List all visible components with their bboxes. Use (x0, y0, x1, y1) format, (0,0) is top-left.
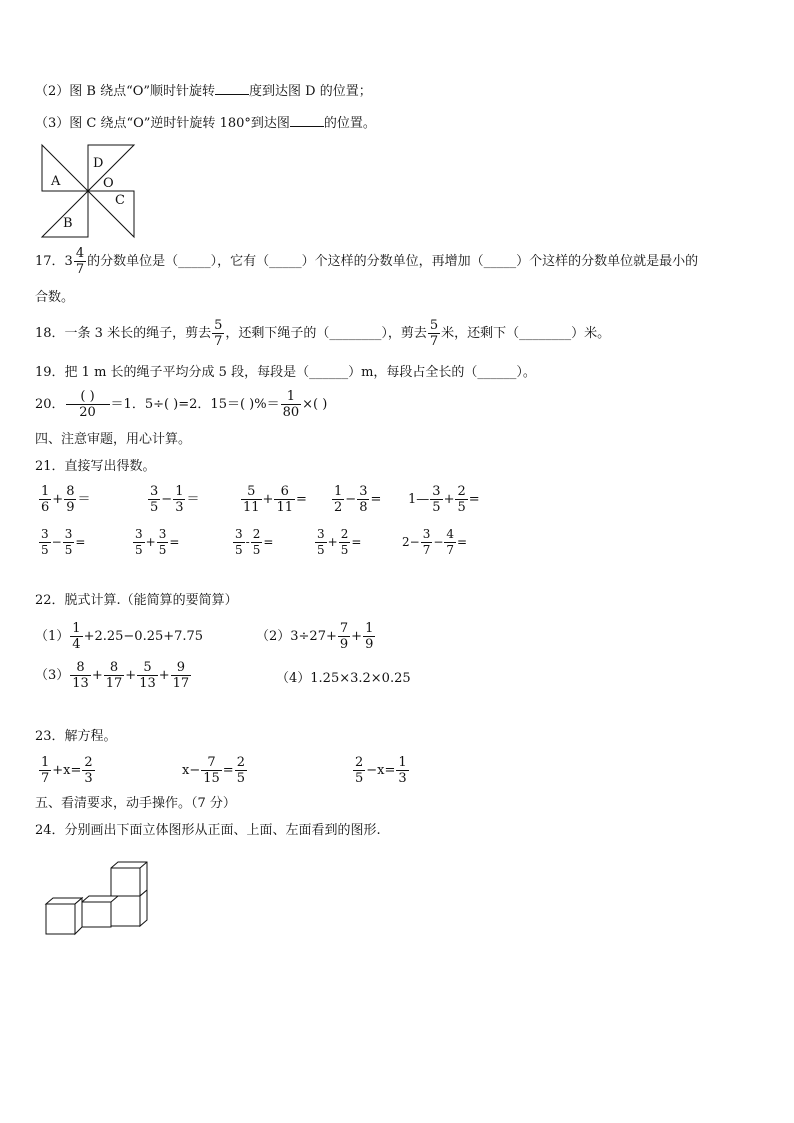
q21-item: 2− $\frac{3}{7}$ − $\frac{4}{7}$ = (402, 527, 468, 557)
q18: 18．一条 3 米长的绳子，剪去 $\frac{5}{7}$ ，还剩下绳子的（________），剪去 $\frac{5}{7}$ 米，还剩下（________）米。 (35, 318, 611, 349)
q22-title: 22．脱式计算.（能简算的要简算） (35, 593, 238, 608)
q21-item: $\frac{3}{5}$ − $\frac{1}{3}$ ＝ (150, 484, 200, 515)
q20: 20． $\frac{( )}{20}$ ＝1．5÷( )=2．15＝( )%＝ $\frac{1}{80}$ ×( ) (35, 389, 328, 420)
q22-part1: （1） $\frac{1}{4}$ +2.25−0.25+7.75 (35, 621, 204, 652)
cube-figure (40, 860, 155, 940)
fraction: $\frac{1}{80}$ (282, 389, 300, 420)
fraction: $\frac{5}{7}$ (214, 318, 223, 349)
rotation-figure (40, 143, 136, 239)
q23-title: 23．解方程。 (35, 729, 117, 744)
q21-item: $\frac{3}{5}$ + $\frac{3}{5}$ = (135, 527, 180, 557)
q23-eq2: x− $\frac{7}{15}$ = $\frac{2}{5}$ (182, 755, 245, 786)
fraction: $\frac{( )}{20}$ (66, 389, 110, 420)
q19: 19．把 1 m 长的绳子平均分成 5 段，每段是（______）m，每段占全长的（______）。 (35, 365, 536, 380)
q21-item: $\frac{3}{5}$ - $\frac{2}{5}$ = (235, 527, 274, 557)
q21-item: 1— $\frac{3}{5}$ + $\frac{2}{5}$ = (408, 484, 480, 515)
answer-blank[interactable] (215, 82, 249, 95)
q17-line1: 17．3 $\frac{4}{7}$ 的分数单位是（_____），它有（_____）个这样的分数单位，再增加（_____）个这样的分数单位就是最小的 (35, 246, 699, 277)
q23-eq1: $\frac{1}{7}$ +x= $\frac{2}{3}$ (41, 755, 93, 786)
q21-item: $\frac{3}{5}$ + $\frac{2}{5}$ = (317, 527, 362, 557)
q21-item: $\frac{5}{11}$ + $\frac{6}{11}$ = (243, 484, 307, 515)
section-four-heading: 四、注意审题，用心计算。 (35, 432, 192, 447)
q22-part3: （3） $\frac{8}{13}$ + $\frac{8}{17}$ + $\frac{5}{13}$ + $\frac{9}{17}$ (35, 660, 190, 691)
label-c: C (115, 193, 125, 208)
section-five-heading: 五、看清要求，动手操作。（7 分） (35, 796, 236, 811)
q16-part3: （3）图 C 绕点“O”逆时针旋转 180°到达图 的位置。 (35, 116, 376, 131)
q22-part2: （2）3÷27+ $\frac{7}{9}$ + $\frac{1}{9}$ (256, 621, 374, 652)
q22-part4: （4）1.25×3.2×0.25 (276, 671, 411, 686)
q16-part2: （2）图 B 绕点“O”顺时针旋转 度到达图 D 的位置； (35, 84, 372, 99)
fraction: $\frac{4}{7}$ (75, 246, 85, 277)
fraction: $\frac{5}{7}$ (429, 318, 439, 349)
q24-title: 24．分别画出下面立体图形从正面、上面、左面看到的图形. (35, 823, 381, 838)
q17-line2: 合数。 (35, 290, 75, 305)
label-o: O (103, 176, 114, 191)
q23-eq3: $\frac{2}{5}$ −x= $\frac{1}{3}$ (355, 755, 407, 786)
label-a: A (51, 174, 61, 189)
q21-item: $\frac{3}{5}$ − $\frac{3}{5}$ = (41, 527, 86, 557)
q21-item: $\frac{1}{2}$ − $\frac{3}{8}$ = (334, 484, 382, 515)
q21-item: $\frac{1}{6}$ + $\frac{8}{9}$ ＝ (41, 484, 91, 515)
answer-blank[interactable] (290, 114, 324, 127)
label-b: B (63, 216, 73, 231)
q21-title: 21．直接写出得数。 (35, 459, 156, 474)
label-d: D (93, 156, 104, 171)
